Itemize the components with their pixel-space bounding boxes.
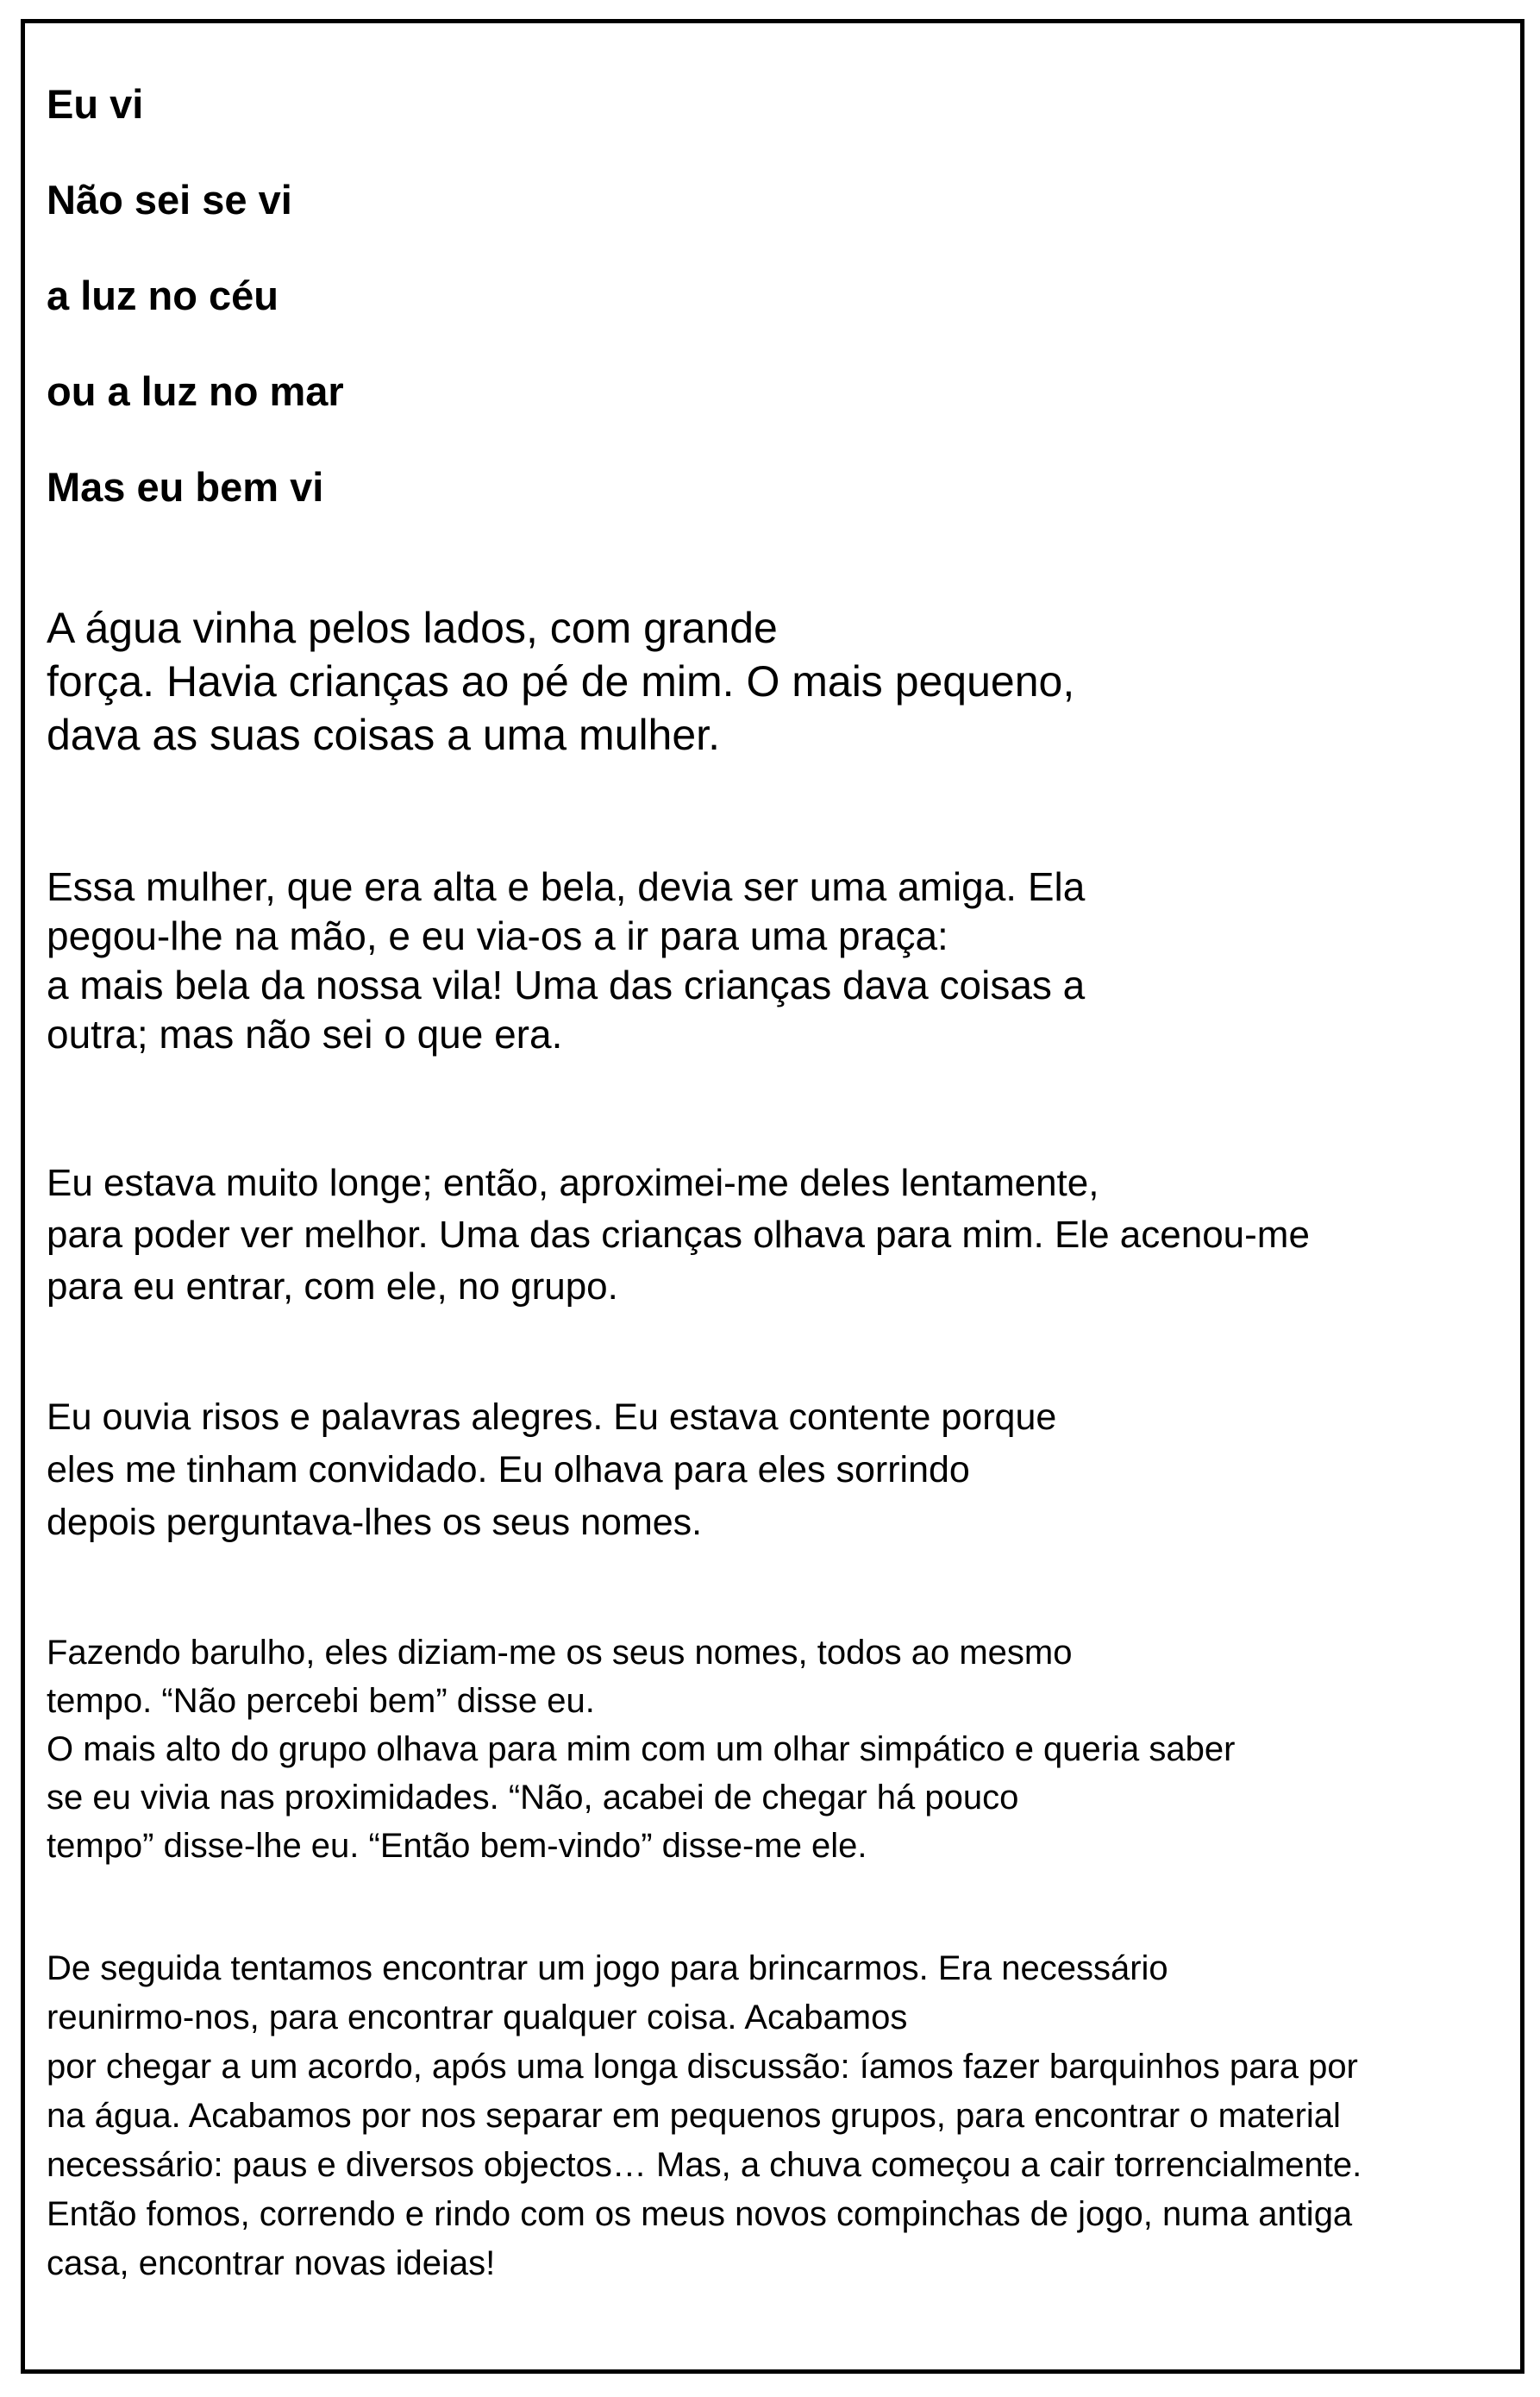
text-line: na água. Acabamos por nos separar em pequenos grupos, para encontrar o material <box>47 2097 1341 2135</box>
text-line: reunirmo-nos, para encontrar qualquer coisa. Acabamos <box>47 1999 908 2036</box>
text-line: se eu vivia nas proximidades. “Não, acabei de chegar há pouco <box>47 1779 1019 1817</box>
text-line: Essa mulher, que era alta e bela, devia ser uma amiga. Ela <box>47 864 1086 909</box>
text-line: Eu estava muito longe; então, aproximei-me deles lentamente, <box>47 1162 1099 1204</box>
text-line: pegou-lhe na mão, e eu via-os a ir para uma praça: <box>47 913 948 958</box>
poem-line: ou a luz no mar <box>47 368 344 414</box>
text-line: A água vinha pelos lados, com grande <box>47 604 778 652</box>
text-line: Eu ouvia risos e palavras alegres. Eu estava contente porque <box>47 1396 1057 1438</box>
text-line: força. Havia crianças ao pé de mim. O mais pequeno, <box>47 657 1075 706</box>
text-line: a mais bela da nossa vila! Uma das crianças dava coisas a <box>47 963 1086 1007</box>
text-line: De seguida tentamos encontrar um jogo para brincarmos. Era necessário <box>47 1949 1168 1987</box>
text-line: outra; mas não sei o que era. <box>47 1012 563 1057</box>
text-line: necessário: paus e diversos objectos… Mas, a chuva começou a cair torrencialmente. <box>47 2146 1362 2184</box>
text-line: para eu entrar, com ele, no grupo. <box>47 1265 618 1308</box>
paragraph-3 <box>47 1158 1310 1313</box>
text-line: Fazendo barulho, eles diziam-me os seus nomes, todos ao mesmo <box>47 1634 1073 1672</box>
text-line: tempo. “Não percebi bem” disse eu. <box>47 1682 595 1720</box>
text-line: tempo” disse-lhe eu. “Então bem-vindo” disse-me ele. <box>47 1827 867 1865</box>
text-line: depois perguntava-lhes os seus nomes. <box>47 1502 703 1543</box>
text-line: eles me tinham convidado. Eu olhava para eles sorrindo <box>47 1449 970 1490</box>
text-line: dava as suas coisas a uma mulher. <box>47 711 720 759</box>
paragraph-1 <box>47 601 1074 762</box>
poem-line: Eu vi <box>47 81 144 127</box>
paragraph-5 <box>47 1628 1235 1870</box>
text-line: para poder ver melhor. Uma das crianças olhava para mim. Ele acenou-me <box>47 1214 1310 1256</box>
text-line: por chegar a um acordo, após uma longa discussão: íamos fazer barquinhos para por <box>47 2048 1358 2086</box>
poem-stanza <box>47 78 344 557</box>
paragraph-4 <box>47 1391 1056 1549</box>
poem-line: Mas eu bem vi <box>47 464 324 510</box>
text-line: Então fomos, correndo e rindo com os meus novos compinchas de jogo, numa antiga <box>47 2195 1353 2233</box>
text-line: casa, encontrar novas ideias! <box>47 2244 496 2282</box>
paragraph-2 <box>47 863 1085 1059</box>
text-line: O mais alto do grupo olhava para mim com um olhar simpático e queria saber <box>47 1730 1236 1768</box>
paragraph-6 <box>47 1944 1362 2288</box>
poem-line: Não sei se vi <box>47 177 292 223</box>
poem-line: a luz no céu <box>47 273 279 318</box>
